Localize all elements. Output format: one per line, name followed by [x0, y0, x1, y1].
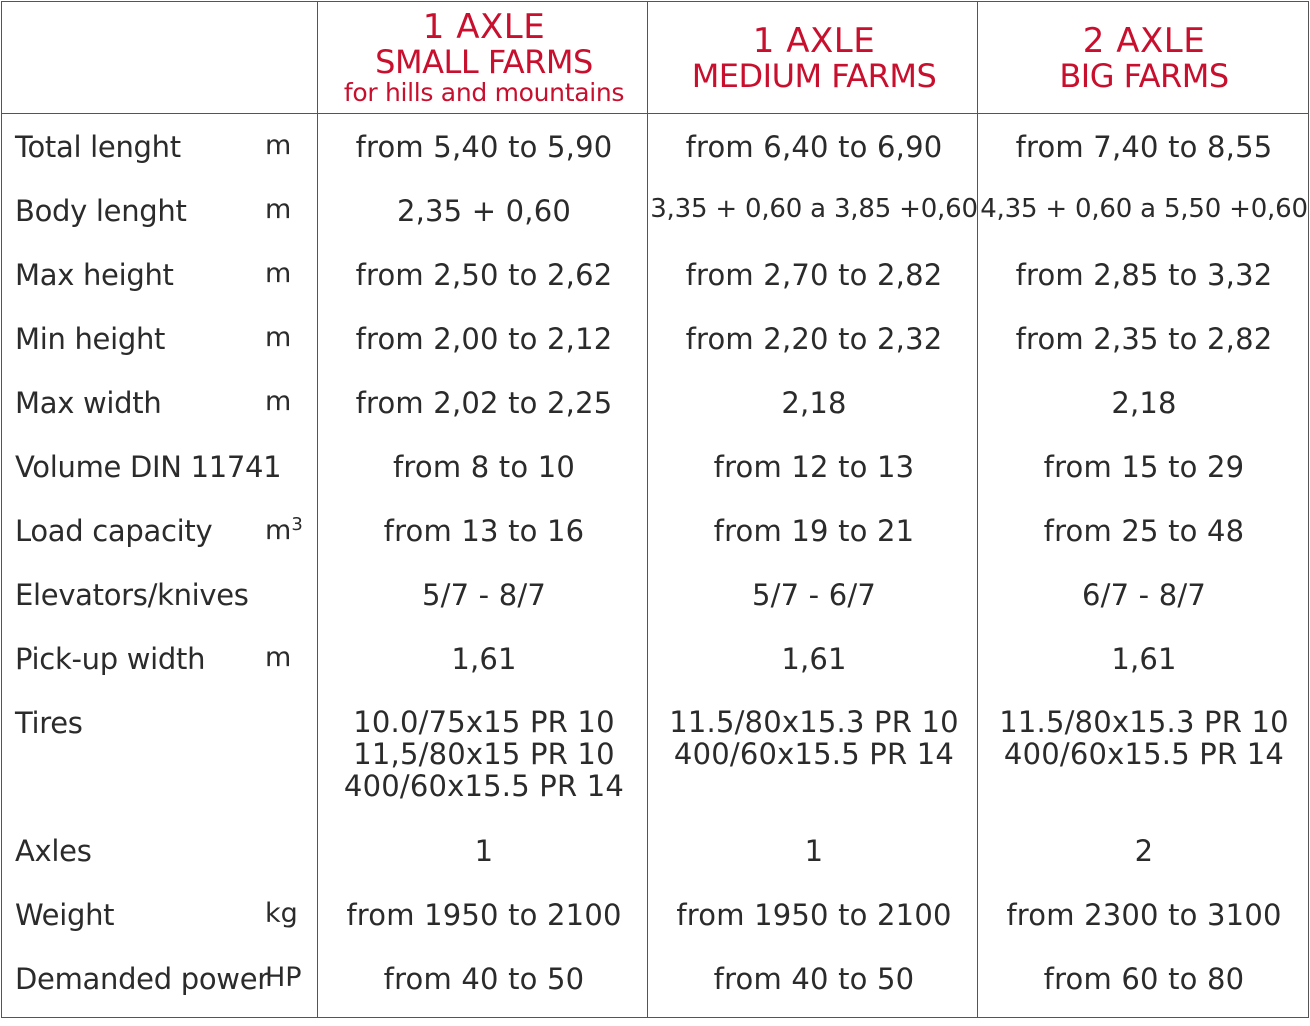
table-cell: from 2,70 to 2,82: [685, 258, 943, 292]
tire-spec: 11,5/80x15 PR 10: [353, 737, 615, 771]
row-unit: kg: [265, 898, 298, 929]
table-cell: from 40 to 50: [713, 962, 915, 996]
table-cell: from 2,20 to 2,32: [685, 322, 943, 356]
table-cell: from 2,85 to 3,32: [1015, 258, 1273, 292]
table-cell: from 2,35 to 2,82: [1015, 322, 1273, 356]
table-row: [2, 450, 1308, 514]
table-cell: from 40 to 50: [383, 962, 585, 996]
table-row: [2, 194, 1308, 258]
table-cell: from 13 to 16: [383, 514, 585, 548]
tire-spec: 400/60x15.5 PR 14: [343, 769, 625, 803]
row-label: Pick-up width: [15, 642, 206, 676]
table-cell: 3,35 + 0,60 a 3,85 +0,60: [650, 194, 978, 224]
row-label: Min height: [15, 322, 166, 356]
row-unit: m: [265, 258, 292, 289]
table-row: [2, 130, 1308, 194]
table-cell: 2,35 + 0,60: [396, 194, 572, 228]
table-cell: 1: [804, 834, 824, 868]
table-cell: from 15 to 29: [1043, 450, 1245, 484]
table-cell: from 1950 to 2100: [676, 898, 952, 932]
table-cell: from 2,50 to 2,62: [355, 258, 613, 292]
table-cell: [319, 706, 649, 802]
row-label: Volume DIN 11741: [15, 450, 282, 484]
table-cell: 1,61: [451, 642, 517, 676]
row-unit: m: [265, 194, 292, 225]
table-cell: from 5,40 to 5,90: [355, 130, 613, 164]
tire-spec: 10.0/75x15 PR 10: [353, 705, 615, 739]
row-label: Weight: [15, 898, 115, 932]
table-cell: from 19 to 21: [713, 514, 915, 548]
table-cell: 6/7 - 8/7: [1081, 578, 1207, 612]
table-cell: from 2,02 to 2,25: [355, 386, 613, 420]
row-label: Load capacity: [15, 514, 213, 548]
table-cell: from 6,40 to 6,90: [685, 130, 943, 164]
table-row: [2, 834, 1308, 898]
row-label: Total lenght: [15, 130, 181, 164]
column-header-big-farms: [979, 2, 1309, 114]
axle-label: 2 AXLE: [1082, 21, 1206, 61]
farm-size-label: BIG FARMS: [1059, 57, 1229, 95]
table-cell: from 1950 to 2100: [346, 898, 622, 932]
tire-spec: 400/60x15.5 PR 14: [1003, 737, 1285, 771]
unit-exponent: 3: [291, 514, 303, 535]
table-cell: 2: [1134, 834, 1154, 868]
table-cell: from 2,00 to 2,12: [355, 322, 613, 356]
row-unit: m: [265, 130, 292, 161]
tire-spec: 11.5/80x15.3 PR 10: [999, 705, 1289, 739]
table-cell: from 7,40 to 8,55: [1015, 130, 1273, 164]
row-unit: $m^3$: [265, 514, 303, 546]
row-label: Max width: [15, 386, 162, 420]
table-cell: 5/7 - 8/7: [421, 578, 547, 612]
table-row: [2, 706, 1308, 822]
table-cell: 5/7 - 6/7: [751, 578, 877, 612]
spec-table: [1, 1, 1309, 1018]
table-cell: 1,61: [1111, 642, 1177, 676]
row-label: Max height: [15, 258, 174, 292]
row-unit: m: [265, 322, 292, 353]
table-cell: from 25 to 48: [1043, 514, 1245, 548]
farm-subtitle: for hills and mountains: [343, 78, 625, 107]
row-label: Tires: [15, 706, 83, 740]
table-row: [2, 962, 1308, 1026]
row-unit: m: [265, 642, 292, 673]
table-cell: from 12 to 13: [713, 450, 915, 484]
table-row: [2, 258, 1308, 322]
table-cell: 1,61: [781, 642, 847, 676]
table-row: [2, 386, 1308, 450]
table-cell: from 2300 to 3100: [1006, 898, 1282, 932]
table-cell: 1: [474, 834, 494, 868]
row-label: Demanded power: [15, 962, 269, 996]
table-cell: from 8 to 10: [392, 450, 575, 484]
table-cell: 2,18: [781, 386, 847, 420]
table-row: [2, 898, 1308, 962]
table-cell: [649, 706, 979, 770]
tire-spec: 11.5/80x15.3 PR 10: [669, 705, 959, 739]
row-label: Body lenght: [15, 194, 187, 228]
table-row: [2, 578, 1308, 642]
table-cell: 2,18: [1111, 386, 1177, 420]
table-row: [2, 322, 1308, 386]
table-cell: from 60 to 80: [1043, 962, 1245, 996]
farm-size-label: SMALL FARMS: [375, 43, 593, 81]
table-row: [2, 642, 1308, 706]
row-label: Axles: [15, 834, 92, 868]
table-cell: [979, 706, 1309, 770]
row-label: Elevators/knives: [15, 578, 249, 612]
farm-size-label: MEDIUM FARMS: [691, 57, 937, 95]
column-header-medium-farms: [649, 2, 979, 114]
tire-spec: 400/60x15.5 PR 14: [673, 737, 955, 771]
row-unit: HP: [265, 962, 302, 993]
column-header-small-farms: [319, 2, 649, 114]
table-cell: 4,35 + 0,60 a 5,50 +0,60: [980, 194, 1308, 224]
axle-label: 1 AXLE: [422, 7, 546, 47]
row-unit: m: [265, 386, 292, 417]
table-row: [2, 514, 1308, 578]
axle-label: 1 AXLE: [752, 21, 876, 61]
